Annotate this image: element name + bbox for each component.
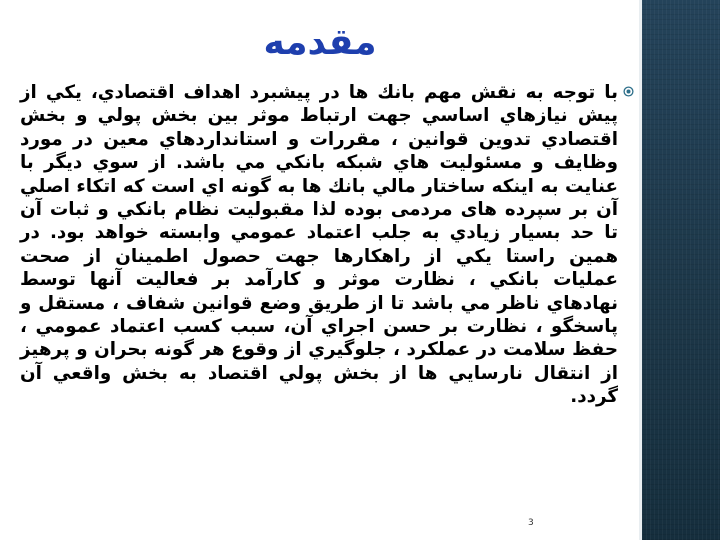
body-paragraph: با توجه به نقش مهم بانك ها در پيشبرد اهداف اقتصادي، يكي از پيش نيازهاي اساسي جهت ارتباط موثر بين بخش پولي و بخش اقتصادي تدوين قوانين ، مقررات و استانداردهاي معين در مورد وظايف و مسئوليت هاي شبكه بانكي مي باشد. از سوي ديگر با عنايت به اينكه ساختار مالي بانك ها به گونه اي است كه اتكاء اصلي آن بر سپرده های مردمی بوده لذا مقبوليت نظام بانكي و ثبات آن تا حد بسيار زيادي به جلب اعتماد عمومي وابسته خواهد بود. در همين راستا يكي از راهكارها جهت حصول اطمينان از صحت عمليات بانكي ، نظارت موثر و كارآمد بر فعاليت آنها توسط نهادهاي ناظر مي باشد تا از طريق وضع قوانين شفاف ، مستقل و پاسخگو ، نظارت بر حسن اجراي آن، سبب كسب اعتماد عمومي ، حفظ سلامت در عملكرد ، جلوگيري از وقوع هر گونه بحران و پرهيز از انتقال نارسايي ها از بخش پولي اقتصاد به بخش واقعي آن گردد. xyxy=(20,82,618,408)
slide-title: مقدمه xyxy=(263,22,377,63)
page-number: 3 xyxy=(528,518,534,528)
side-divider xyxy=(639,0,642,540)
side-panel xyxy=(642,0,720,540)
ring-bullet-icon xyxy=(623,86,634,97)
